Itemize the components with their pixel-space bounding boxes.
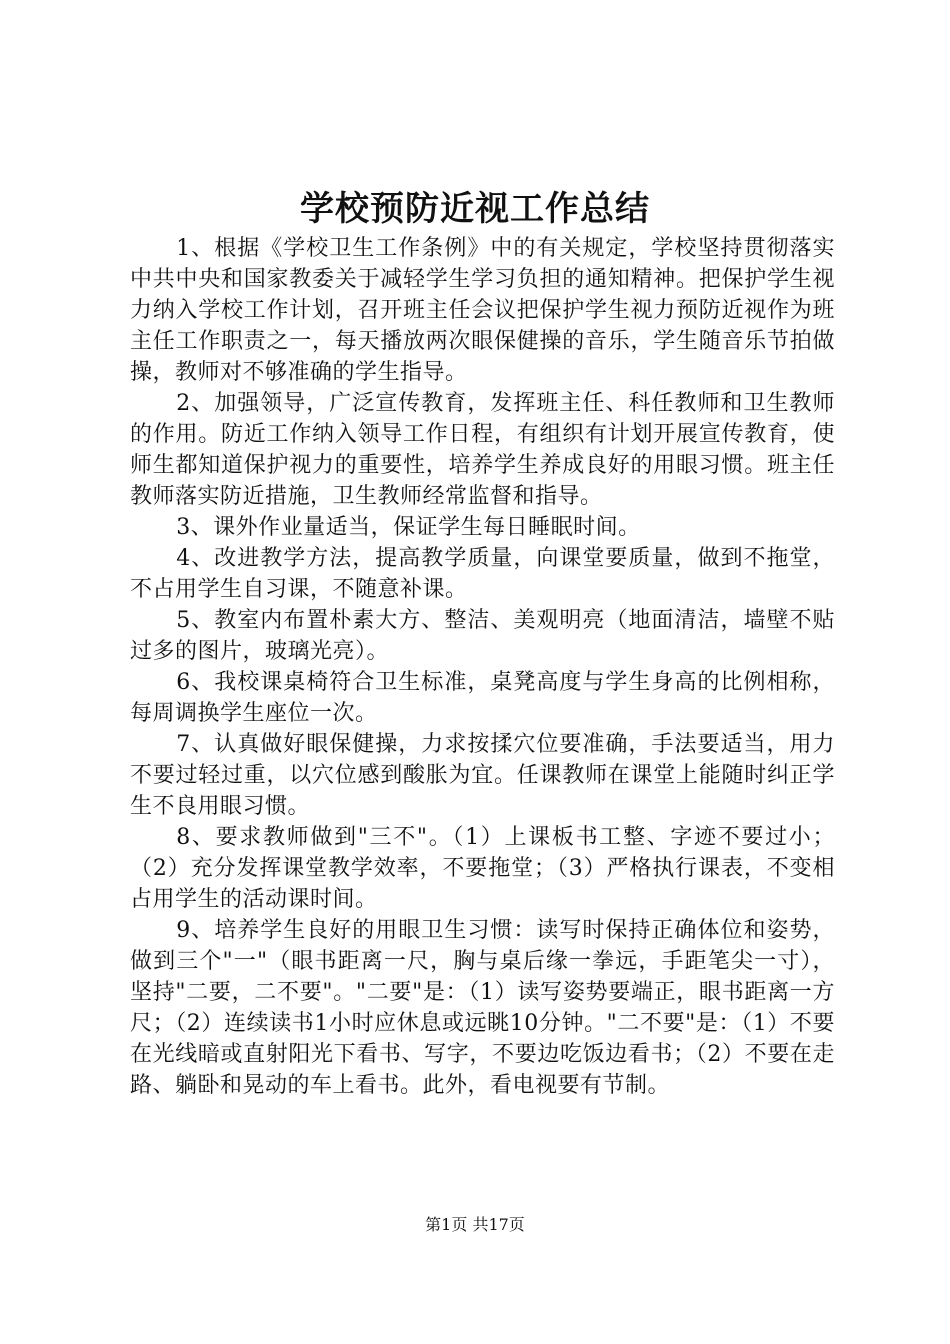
paragraph-1: 1、根据《学校卫生工作条例》中的有关规定，学校坚持贯彻落实中共中央和国家教委关于减轻学生学习负担的通知精神。把保护学生视力纳入学校工作计划，召开班主任会议把保护学生视力预防近视作为班主任工作职责之一，每天播放两次眼保健操的音乐，学生随音乐节拍做操，教师对不够准确的学生指导。	[130, 236, 835, 385]
paragraph-4: 4、改进教学方法，提高教学质量，向课堂要质量，做到不拖堂，不占用学生自习课，不随意补课。	[130, 546, 835, 602]
document-body	[130, 233, 835, 1101]
paragraph-9: 9、培养学生良好的用眼卫生习惯：读写时保持正确体位和姿势，做到三个"一"（眼书距离一尺，胸与桌后缘一拳远，手距笔尖一寸），坚持"二要，二不要"。"二要"是：（1）读写姿势要端正，眼书距离一方尺；（2）连续读书1小时应休息或远眺10分钟。"二不要"是：（1）不要在光线暗或直射阳光下看书、写字，不要边吃饭边看书；（2）不要在走路、躺卧和晃动的车上看书。此外，看电视要有节制。	[130, 918, 835, 1098]
paragraph-8: 8、要求教师做到"三不"。（1）上课板书工整、字迹不要过小；（2）充分发挥课堂教学效率，不要拖堂；（3）严格执行课表，不变相占用学生的活动课时间。	[130, 825, 835, 912]
paragraph-2: 2、加强领导，广泛宣传教育，发挥班主任、科任教师和卫生教师的作用。防近工作纳入领导工作日程，有组织有计划开展宣传教育，使师生都知道保护视力的重要性，培养学生养成良好的用眼习惯。班主任教师落实防近措施，卫生教师经常监督和指导。	[130, 391, 835, 509]
paragraph-6: 6、我校课桌椅符合卫生标准，桌凳高度与学生身高的比例相称，每周调换学生座位一次。	[130, 670, 835, 726]
paragraph-3: 3、课外作业量适当，保证学生每日睡眠时间。	[176, 515, 641, 540]
document-title: 学校预防近视工作总结	[300, 189, 650, 229]
paragraph-5: 5、教室内布置朴素大方、整洁、美观明亮（地面清洁，墙壁不贴过多的图片，玻璃光亮）。	[130, 608, 835, 664]
page-footer: 第1页 共17页	[425, 1215, 525, 1234]
paragraph-7: 7、认真做好眼保健操，力求按揉穴位要准确，手法要适当，用力不要过轻过重，以穴位感到酸胀为宜。任课教师在课堂上能随时纠正学生不良用眼习惯。	[130, 732, 835, 819]
